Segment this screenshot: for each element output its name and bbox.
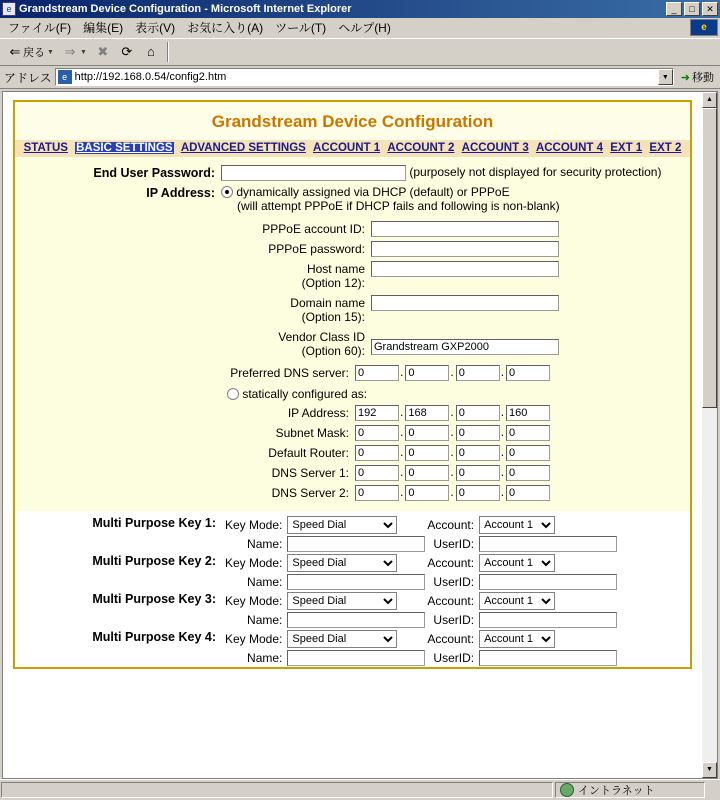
mpk-3-userid-input[interactable] xyxy=(479,612,617,628)
preferred-dns-table xyxy=(121,363,550,383)
static-ip-octet-4[interactable] xyxy=(506,405,550,421)
default-router-octet-1[interactable] xyxy=(355,445,399,461)
mpk-3-key-mode-select[interactable] xyxy=(287,592,397,610)
mpk-2-key-mode-label: Key Mode: xyxy=(225,556,283,570)
subnet-mask-octet-1[interactable] xyxy=(355,425,399,441)
default-router-row xyxy=(121,443,550,463)
nav-tabs xyxy=(15,140,690,157)
ip-address-row xyxy=(15,183,661,215)
stop-icon: ✖ xyxy=(97,44,109,59)
tab-basic-settings[interactable]: BASIC SETTINGS xyxy=(76,142,173,154)
menu-item-tools[interactable]: ツール(T) xyxy=(275,21,327,35)
mpk-1-key-mode-select[interactable] xyxy=(287,516,397,534)
go-label: 移動 xyxy=(692,72,714,84)
pppoe-password-row xyxy=(245,239,559,259)
dns-server-1-octet-1[interactable] xyxy=(355,465,399,481)
address-bar xyxy=(0,66,720,89)
dns-server-2-octet-3[interactable] xyxy=(456,485,500,501)
mpk-2-name-row xyxy=(15,573,618,591)
preferred-dns-octet-1[interactable] xyxy=(355,365,399,381)
mpk-3-name-row xyxy=(15,611,618,629)
mpk-3-key-mode-label: Key Mode: xyxy=(225,594,283,608)
mpk-3 xyxy=(15,591,618,629)
host-name-label xyxy=(245,259,371,293)
back-label: 戻る xyxy=(23,47,45,59)
mpk-2-account-label: Account: xyxy=(427,556,475,570)
tab-ext-2[interactable]: EXT 2 xyxy=(649,142,682,154)
static-ip-address-row xyxy=(121,403,550,423)
dot-separator: . xyxy=(500,425,505,439)
page-vertical-scrollbar[interactable] xyxy=(702,91,718,779)
end-user-password-note: (purposely not displayed for security protection) xyxy=(409,165,662,179)
mpk-4-name-cell xyxy=(286,649,426,667)
status-message xyxy=(1,782,553,798)
mpk-1-key-mode-cell xyxy=(286,515,426,535)
security-zone-pane xyxy=(555,782,705,798)
ip-address-mode-cell xyxy=(221,183,661,215)
tab-account-4[interactable]: ACCOUNT 4 xyxy=(535,142,604,154)
menu-item-file[interactable]: ファイル(F) xyxy=(8,21,72,35)
mpk-3-account-label: Account: xyxy=(427,594,475,608)
resize-grip-icon[interactable] xyxy=(706,783,720,797)
vendor-class-id-label-line2: (Option 60): xyxy=(301,344,365,358)
mpk-2-key-mode-cell xyxy=(286,553,426,573)
vendor-class-id-label-line1: Vendor Class ID xyxy=(278,330,365,344)
static-option-row xyxy=(227,387,690,401)
forward-icon: ⇒ xyxy=(64,44,76,59)
dot-separator: . xyxy=(400,485,404,499)
domain-name-label xyxy=(245,293,371,327)
mpk-2-name-input[interactable] xyxy=(287,574,425,590)
pppoe-password-input[interactable] xyxy=(371,241,559,257)
page-inner xyxy=(3,92,702,669)
menu-item-favorites[interactable]: お気に入り(A) xyxy=(187,21,264,35)
menu-item-view[interactable]: 表示(V) xyxy=(135,21,176,35)
tab-account-2[interactable]: ACCOUNT 2 xyxy=(387,142,455,154)
dot-separator: . xyxy=(400,405,404,419)
dot-separator: . xyxy=(400,445,404,459)
scroll-up-button[interactable]: ▲ xyxy=(702,92,717,108)
security-zone-label: イントラネット xyxy=(578,785,655,797)
multi-purpose-keys-section xyxy=(15,511,690,667)
refresh-button[interactable] xyxy=(116,41,138,63)
go-button[interactable] xyxy=(677,69,718,85)
mpk-4-account-label: Account: xyxy=(427,632,475,646)
mpk-3-account-select[interactable] xyxy=(479,592,555,610)
dns-server-2-octet-1[interactable] xyxy=(355,485,399,501)
dot-separator: . xyxy=(450,445,454,459)
mpk-1-userid-label: UserID: xyxy=(433,537,475,551)
mpk-1-key-mode-label: Key Mode: xyxy=(225,518,283,532)
ie-logo-icon: e xyxy=(690,19,718,36)
mpk-1-name-label: Name: xyxy=(247,537,283,551)
scroll-down-button[interactable]: ▼ xyxy=(702,762,717,778)
dns-server-2-octet-2[interactable] xyxy=(405,485,449,501)
browser-viewport xyxy=(0,89,720,779)
mpk-4-mode-row xyxy=(15,629,618,649)
menu-item-edit[interactable]: 編集(E) xyxy=(83,21,124,35)
preferred-dns-octet-4[interactable] xyxy=(506,365,550,381)
dot-separator: . xyxy=(450,485,454,499)
dot-separator: . xyxy=(450,425,454,439)
static-ip-address-label: IP Address: xyxy=(287,406,349,420)
mpk-2-userid-input[interactable] xyxy=(479,574,617,590)
maximize-button[interactable]: □ xyxy=(684,2,700,16)
mpk-2-name-label: Name: xyxy=(247,575,283,589)
go-icon: ➜ xyxy=(680,71,690,84)
mpk-1 xyxy=(15,515,618,553)
mpk-2-account-cell xyxy=(478,553,618,573)
subnet-mask-octet-3[interactable] xyxy=(456,425,500,441)
mpk-2-userid-label: UserID: xyxy=(433,575,475,589)
default-router-octet-3[interactable] xyxy=(456,445,500,461)
intranet-zone-icon xyxy=(560,783,574,797)
default-router-octet-2[interactable] xyxy=(405,445,449,461)
pppoe-password-cell xyxy=(371,239,559,259)
address-input[interactable] xyxy=(55,68,674,86)
subnet-mask-octet-4[interactable] xyxy=(506,425,550,441)
preferred-dns-cell xyxy=(355,363,550,383)
home-button[interactable] xyxy=(140,41,162,63)
mpk-2-account-select[interactable] xyxy=(479,554,555,572)
dot-separator: . xyxy=(400,465,404,479)
dot-separator: . xyxy=(400,365,404,379)
mpk-1-title: Multi Purpose Key 1: xyxy=(92,516,216,530)
mpk-4-name-row xyxy=(15,649,618,667)
tab-advanced-settings[interactable]: ADVANCED SETTINGS xyxy=(180,142,306,154)
menu-item-help[interactable]: ヘルプ(H) xyxy=(338,21,391,35)
static-ip-address-cell xyxy=(355,403,550,423)
mpk-4 xyxy=(15,629,618,667)
mpk-2-mode-row xyxy=(15,553,618,573)
mpk-1-userid-cell xyxy=(478,535,618,553)
dhcp-option-label: dynamically assigned via DHCP (default) or PPPoE xyxy=(236,185,510,199)
mpk-4-key-mode-label: Key Mode: xyxy=(225,632,283,646)
mpk-3-name-label: Name: xyxy=(247,613,283,627)
preferred-dns-octet-2[interactable] xyxy=(405,365,449,381)
back-icon: ⇐ xyxy=(9,44,21,59)
dot-separator: . xyxy=(450,465,454,479)
mpk-4-account-select[interactable] xyxy=(479,630,555,648)
vendor-class-id-cell xyxy=(371,327,559,361)
scroll-track[interactable] xyxy=(702,108,717,762)
mpk-4-account-cell xyxy=(478,629,618,649)
dot-separator: . xyxy=(500,465,505,479)
mpk-4-name-label: Name: xyxy=(247,651,283,665)
tab-account-3[interactable]: ACCOUNT 3 xyxy=(461,142,529,154)
mpk-1-name-input[interactable] xyxy=(287,536,425,552)
dot-separator: . xyxy=(500,405,505,419)
mpk-2-userid-cell xyxy=(478,573,618,591)
pppoe-account-id-cell xyxy=(371,219,559,239)
pppoe-account-id-input[interactable] xyxy=(371,221,559,237)
end-user-password-cell xyxy=(221,163,661,183)
domain-name-row xyxy=(245,293,559,327)
dns-server-1-row xyxy=(121,463,550,483)
tab-status[interactable]: STATUS xyxy=(23,142,68,154)
address-label: アドレス xyxy=(4,70,52,85)
vendor-class-id-input[interactable] xyxy=(371,339,559,355)
back-button[interactable] xyxy=(4,41,57,63)
stop-button[interactable] xyxy=(92,41,114,63)
host-name-row xyxy=(245,259,559,293)
domain-name-cell xyxy=(371,293,559,327)
network-settings-section xyxy=(15,157,690,511)
page-title: Grandstream Device Configuration xyxy=(15,102,690,140)
preferred-dns-row xyxy=(121,363,550,383)
dot-separator: . xyxy=(450,365,454,379)
domain-name-label-line2: (Option 15): xyxy=(301,310,365,324)
mpk-2-name-cell xyxy=(286,573,426,591)
pppoe-password-label: PPPoE password: xyxy=(268,242,365,256)
title-bar xyxy=(0,0,720,18)
mpk-1-mode-row xyxy=(15,515,618,535)
tab-ext-1[interactable]: EXT 1 xyxy=(610,142,643,154)
ip-address-label: IP Address: xyxy=(146,186,215,200)
mpk-3-userid-label: UserID: xyxy=(433,613,475,627)
host-name-label-line2: (Option 12): xyxy=(301,276,365,290)
refresh-icon: ⟳ xyxy=(121,44,133,59)
chevron-down-icon[interactable]: ▼ xyxy=(47,48,54,56)
menu-bar xyxy=(0,18,720,38)
dns-server-1-label: DNS Server 1: xyxy=(271,466,349,480)
mpk-3-name-cell xyxy=(286,611,426,629)
end-user-password-label: End User Password: xyxy=(93,166,215,180)
vendor-class-id-row xyxy=(245,327,559,361)
end-user-password-row xyxy=(15,163,661,183)
dns-server-2-label: DNS Server 2: xyxy=(271,486,349,500)
mpk-4-userid-cell xyxy=(478,649,618,667)
dot-separator: . xyxy=(450,405,454,419)
navigation-toolbar xyxy=(0,38,720,66)
mpk-1-name-row xyxy=(15,535,618,553)
dns-server-1-octet-2[interactable] xyxy=(405,465,449,481)
preferred-dns-octet-3[interactable] xyxy=(456,365,500,381)
static-ip-octet-1[interactable] xyxy=(355,405,399,421)
pppoe-fields-table xyxy=(245,219,559,361)
mpk-3-account-cell xyxy=(478,591,618,611)
static-ip-octet-2[interactable] xyxy=(405,405,449,421)
dns-server-2-cell xyxy=(355,483,550,503)
mpk-4-key-mode-select[interactable] xyxy=(287,630,397,648)
host-name-input[interactable] xyxy=(371,261,559,277)
default-router-octet-4[interactable] xyxy=(506,445,550,461)
host-name-label-line1: Host name xyxy=(306,262,365,276)
default-router-cell xyxy=(355,443,550,463)
mpk-1-name-cell xyxy=(286,535,426,553)
subnet-mask-cell xyxy=(355,423,550,443)
dot-separator: . xyxy=(500,365,505,379)
subnet-mask-octet-2[interactable] xyxy=(405,425,449,441)
mpk-1-userid-input[interactable] xyxy=(479,536,617,552)
close-button[interactable]: ✕ xyxy=(702,2,718,16)
minimize-button[interactable]: _ xyxy=(666,2,682,16)
dot-separator: . xyxy=(500,445,505,459)
preferred-dns-label: Preferred DNS server: xyxy=(230,366,349,380)
domain-name-input[interactable] xyxy=(371,295,559,311)
dot-separator: . xyxy=(500,485,505,499)
toolbar-separator xyxy=(167,42,169,62)
network-settings-table xyxy=(15,163,661,215)
mpk-3-key-mode-cell xyxy=(286,591,426,611)
window-controls xyxy=(666,2,718,16)
mpk-4-key-mode-cell xyxy=(286,629,426,649)
mpk-1-account-select[interactable] xyxy=(479,516,555,534)
page-favicon-icon: e xyxy=(58,70,72,84)
dhcp-radio[interactable] xyxy=(221,186,233,198)
static-ip-octet-3[interactable] xyxy=(456,405,500,421)
mpk-1-account-label: Account: xyxy=(427,518,475,532)
dns-server-2-row xyxy=(121,483,550,503)
web-page xyxy=(2,91,702,779)
mpk-4-name-input[interactable] xyxy=(287,650,425,666)
dns-server-2-octet-4[interactable] xyxy=(506,485,550,501)
mpk-1-account-cell xyxy=(478,515,618,535)
host-name-cell xyxy=(371,259,559,293)
static-option-label: statically configured as: xyxy=(242,387,368,401)
dhcp-option-row xyxy=(221,185,661,199)
subnet-mask-label: Subnet Mask: xyxy=(275,426,349,440)
mpk-2 xyxy=(15,553,618,591)
address-url-text: http://192.168.0.54/config2.htm xyxy=(74,71,227,83)
scroll-thumb[interactable] xyxy=(702,108,717,408)
static-ip-radio[interactable] xyxy=(227,388,239,400)
domain-name-label-line1: Domain name xyxy=(290,296,365,310)
mpk-3-name-input[interactable] xyxy=(287,612,425,628)
mpk-2-key-mode-select[interactable] xyxy=(287,554,397,572)
dns-server-1-cell xyxy=(355,463,550,483)
address-dropdown-icon[interactable]: ▼ xyxy=(658,69,673,85)
mpk-3-title: Multi Purpose Key 3: xyxy=(92,592,216,606)
static-ip-table xyxy=(121,403,550,503)
mpk-3-userid-cell xyxy=(478,611,618,629)
chevron-down-icon[interactable]: ▼ xyxy=(79,48,87,56)
default-router-label: Default Router: xyxy=(268,446,349,460)
mpk-2-title: Multi Purpose Key 2: xyxy=(92,554,216,568)
home-icon: ⌂ xyxy=(146,44,155,59)
window-title: Grandstream Device Configuration - Microsoft Internet Explorer xyxy=(19,3,352,15)
mpk-4-userid-input[interactable] xyxy=(479,650,617,666)
dns-server-1-octet-4[interactable] xyxy=(506,465,550,481)
forward-button[interactable] xyxy=(59,41,90,63)
vendor-class-id-label xyxy=(245,327,371,361)
status-bar xyxy=(0,779,720,800)
dhcp-note: (will attempt PPPoE if DHCP fails and following is non-blank) xyxy=(237,199,560,213)
dns-server-1-octet-3[interactable] xyxy=(456,465,500,481)
end-user-password-input[interactable] xyxy=(221,165,406,181)
pppoe-account-id-row xyxy=(245,219,559,239)
subnet-mask-row xyxy=(121,423,550,443)
tab-account-1[interactable]: ACCOUNT 1 xyxy=(313,142,381,154)
pppoe-account-id-label: PPPoE account ID: xyxy=(262,222,365,236)
mpk-4-userid-label: UserID: xyxy=(433,651,475,665)
mpk-3-mode-row xyxy=(15,591,618,611)
dot-separator: . xyxy=(400,425,404,439)
config-panel xyxy=(13,100,692,669)
ie-document-icon: e xyxy=(2,2,16,16)
mpk-4-title: Multi Purpose Key 4: xyxy=(92,630,216,644)
